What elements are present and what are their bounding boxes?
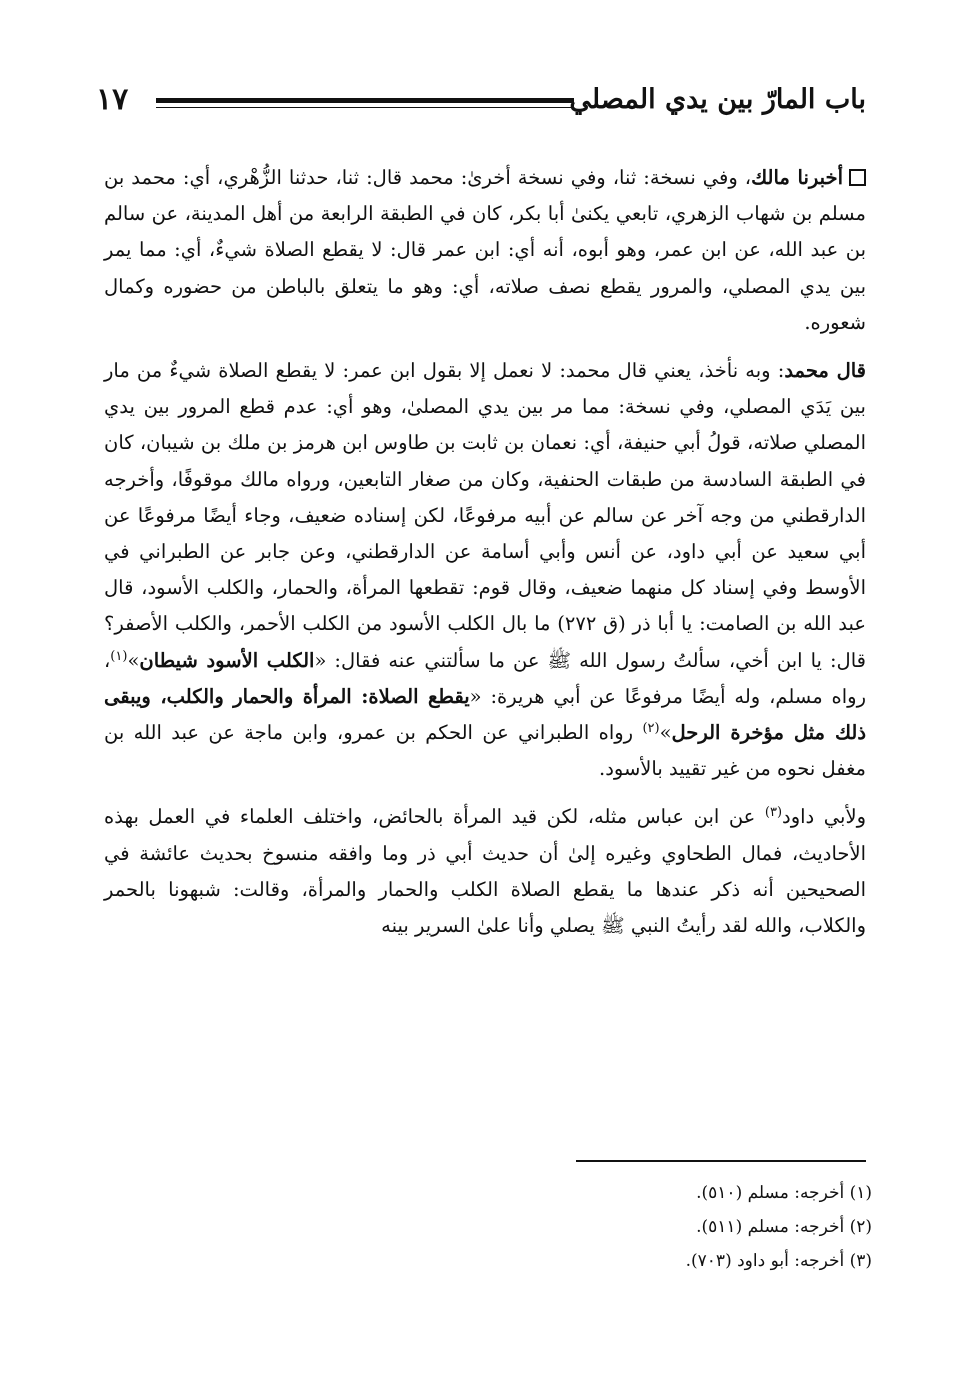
text-run: عن ابن عباس مثله، لكن قيد المرأة بالحائض، واختلف العلماء في العمل بهذه الأحاديث، فمال الطحاوي وغيره إلىٰ أن حديث أبي ذر وما وافقه منسوخ بحديث عائشة في الصحيحين أنه ذكر عندها ما يقطع الصلاة الكلب والحمار والمرأة، وقالت: شبهونا بالحمر والكلاب، والله لقد رأيتُ النبي ﷺ يصلي وأنا علىٰ السرير بينه [104, 805, 866, 938]
header-rule-thin [156, 107, 574, 108]
hadith-quote: الكلب الأسود شيطان [139, 648, 315, 672]
square-marker-icon [849, 169, 866, 186]
page-number: ١٧ [96, 82, 129, 117]
text-run: » [127, 648, 140, 672]
footnote-separator [576, 1160, 866, 1162]
text-run: » [659, 721, 672, 745]
footnote-ref: (٣) [764, 805, 783, 821]
hadith-quote: يقطع الصلاة: المرأة والحمار والكلب، ويبقى ذلك مثل مؤخرة الرحل [104, 684, 866, 745]
footnote-1: (١) أخرجه: مسلم (٥١٠). [696, 1183, 872, 1203]
paragraph-1 [104, 160, 866, 341]
text-run: ولأبي داود [782, 805, 866, 829]
text-run: ، وفي نسخة: ثنا، وفي نسخة أخرىٰ: محمد قال: ثنا، حدثنا الزُّهْري، أي: محمد بن مسلم بن شهاب الزهري، تابعي يكنىٰ أبا بكر، كان في الطبقة الرابعة من أهل المدينة، عن سالم بن عبد الله، عن ابن عمر، وهو أبوه، أنه أي: ابن عمر قال: لا يقطع الصلاة شيءٌ، أي: مما يمر بين يدي المصلي، والمرور يقطع نصف صلاته، أي: وهو ما يتعلق بالباطن من حضوره وكمال شعوره. [104, 166, 866, 334]
footnote-2: (٢) أخرجه: مسلم (٥١١). [696, 1217, 872, 1237]
header-rule [156, 98, 574, 103]
paragraph-2 [104, 353, 866, 787]
footnote-ref: (٢) [642, 721, 660, 737]
footnote-3: (٣) أخرجه: أبو داود (٧٠٣). [685, 1251, 872, 1271]
text-run: : وبه نأخذ، يعني قال محمد: لا نعمل إلا بقول ابن عمر: لا يقطع الصلاة شيءٌ من مار بين يَدَي المصلي، وفي نسخة: مما مر بين يدي المصلىٰ، وهو أي: عدم قطع المرور بين يدي المصلي صلاته، قولُ أبي حنيفة، أي: نعمان بن ثابت بن طاوس ابن هرمز بن ملك بن شيبان، كان في الطبقة السادسة من طبقات الحنفية، وكان من صغار التابعين، ورواه مالك موقوفًا، وأخرجه الدارقطني من وجه آخر عن سالم عن أبيه مرفوعًا، لكن إسناده ضعيف، وجاء أيضًا مرفوعًا عن أبي سعيد عن أبي داود، عن أنس وأبي أسامة عن الدارقطني، وعن جابر عن الطبراني في الأوسط وفي إسناد كل منهما ضعيف، وقال قوم: تقطعها المرأة، والحمار، والكلب الأسود، قال عبد الله بن الصامت: يا أبا ذر (ق ٢٧٢) ما بال الكلب الأسود من الكلب الأحمر، والكلب الأصفر؟ قال: يا ابن أخي، سألتُ رسول الله ﷺ عن ما سألتني عنه فقال: « [104, 359, 867, 672]
text-run: ، رواه مسلم، وله أيضًا مرفوعًا عن أبي هريرة: « [104, 648, 866, 708]
bold-phrase: أخبرنا مالك [751, 166, 843, 189]
text-run: رواه الطبراني عن الحكم بن عمرو، وابن ماجة عن عبد الله بن مغفل نحوه من غير تقييد بالأسود. [104, 721, 866, 781]
main-text [104, 160, 866, 956]
page-header [96, 78, 866, 128]
footnotes [480, 1176, 872, 1278]
chapter-title: باب المارّ بين يدي المصلي [569, 84, 866, 115]
paragraph-3 [104, 799, 866, 944]
footnote-ref: (١) [110, 648, 128, 664]
bold-phrase: قال محمد [784, 359, 867, 383]
